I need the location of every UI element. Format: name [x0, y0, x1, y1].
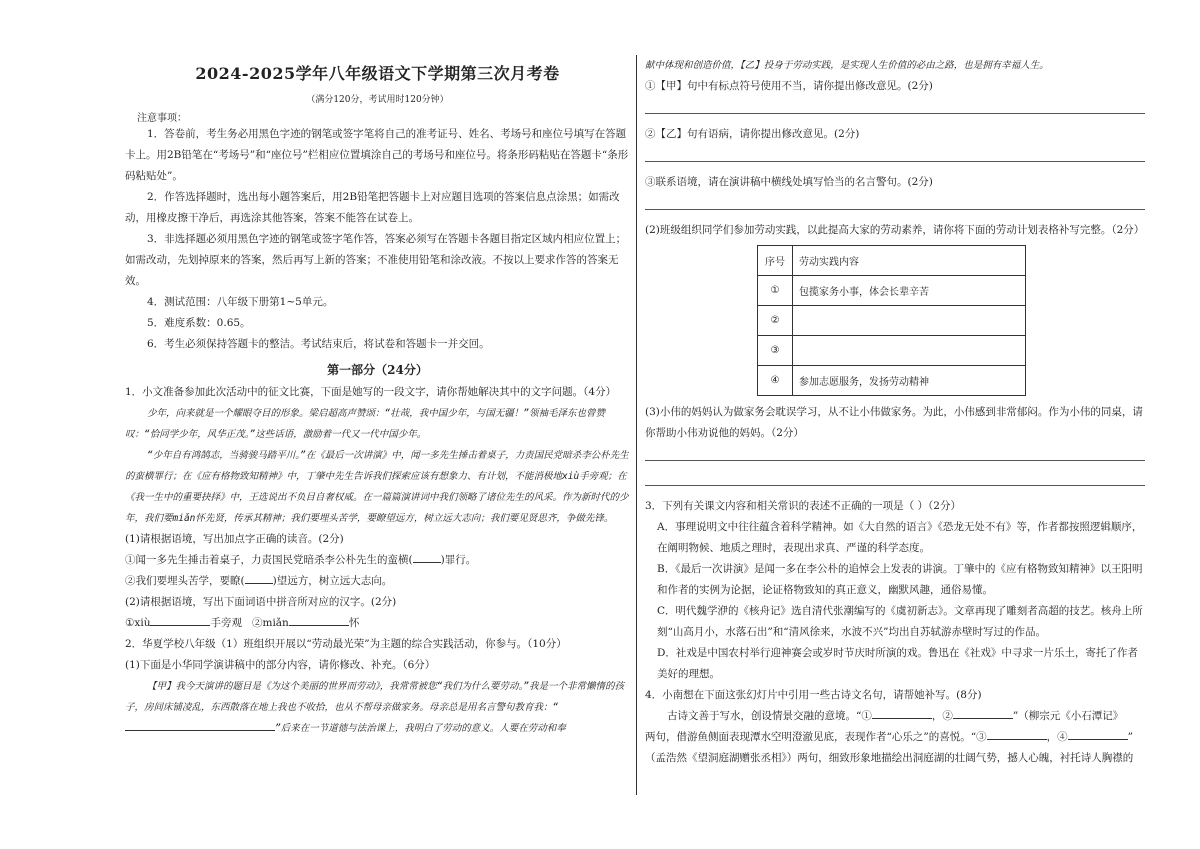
- q4-line1-end: ”（柳宗元《小石潭记》: [1012, 710, 1124, 722]
- q4-line1-text: 古诗文善于写水，创设情景交融的意境。“①: [667, 710, 872, 722]
- q4-line2-text: 两句，借游鱼侧面表现潭水空明澄澈见底，表现作者“心乐之”的喜悦。“③: [645, 731, 987, 743]
- q4-line-3: （孟浩然《望洞庭湖赠张丞相》）两句，细致形象地描绘出洞庭湖的壮阔气势，撼人心魄，衬托诗人胸襟的: [645, 752, 1134, 764]
- q3-option-d[interactable]: D．社戏是中国农村举行迎神赛会或岁时节庆时所演的戏。鲁迅在《社戏》中寻求一片乐土，寄托了作者美好的理想。: [657, 647, 1138, 680]
- q4-stem: 4．小南想在下面这张幻灯片中引用一些古诗文名句，请帮她补写。(8分): [645, 689, 982, 701]
- q1-sub1-a-text: ①闻一多先生捶击着桌子，力责国民党暗杀李公朴先生的蛮横(: [125, 554, 413, 566]
- q4-line-1: [645, 706, 1145, 727]
- q1-sub1-b-text: ②我们要埋头苦学，要瞭(: [125, 575, 245, 587]
- q1-sub1-b-answer[interactable]: [245, 571, 273, 584]
- left-column: [125, 55, 630, 739]
- q4-line2-mid: ，④: [1046, 731, 1068, 743]
- table-header-num: 序号: [758, 246, 793, 276]
- table-cell-num: ③: [758, 336, 793, 366]
- q1-sub2-a-end: 手旁观: [210, 617, 242, 629]
- part1-heading: 第一部分（24分）: [327, 363, 428, 377]
- q1-sub1-a-end: )罪行。: [440, 554, 477, 566]
- q2-r2: ②【乙】句有语病，请你提出修改意见。(2分): [645, 128, 860, 140]
- q2-passage-a: 【甲】我今天演讲的题目是《为这个美丽的世界而劳动》，我常常被您“我们为什么要劳动。”我是一个非常懒惰的孩子，房间床铺凌乱，东西散落在地上我也不收拾，也从不帮母亲做家务。母亲总是用名言警句教育我：“: [125, 681, 624, 713]
- notes-heading: 注意事项：: [137, 113, 187, 124]
- q4-line2-end: ”: [1127, 731, 1133, 743]
- note-item-2: 2．作答选择题时，选出每小题答案后，用2B铅笔把答题卡上对应题目选项的答案信息点涂黑；如需改动，用橡皮擦干净后，再选涂其他答案，答案不能答在试卷上。: [125, 191, 620, 224]
- q1-sub2-b-answer[interactable]: [289, 613, 349, 626]
- q1-sub2: (2)请根据语境，写出下面词语中拼音所对应的汉字。(2分): [125, 596, 397, 608]
- table-cell-num: ②: [758, 306, 793, 336]
- q3-option-a[interactable]: A．事理说明文中往往蕴含着科学精神。如《大自然的语言》《恐龙无处不有》等，作者都按照逻辑顺序，在阐明物候、地质之理时，表现出求真、严谨的科学态度。: [657, 521, 1143, 554]
- q4-line-2: [645, 727, 1145, 748]
- q2-r1-answer-line[interactable]: [645, 99, 1145, 114]
- q2-passage: [125, 676, 630, 739]
- q1-sub1: (1)请根据语境，写出加点字正确的读音。(2分): [125, 533, 344, 545]
- q1-passage-1: 少年，向来就是一个耀眼夺目的形象。梁启超高声赞颂：“壮哉，我中国少年，与国无疆！”领袖毛泽东也曾赞叹：“恰同学少年，风华正茂。”这些话语，激励着一代又一代中国少年。: [125, 408, 605, 440]
- q2-passage-continued: 献中体现和创造价值，【乙】投身于劳动实践，是实现人生价值的必由之路，也是拥有幸福人生。: [645, 60, 1049, 71]
- q1-sub2-a-label: ①xiù: [125, 617, 151, 629]
- column-divider: [636, 55, 637, 795]
- q4-blank-2[interactable]: [953, 706, 1013, 719]
- table-header-row: [758, 246, 1026, 276]
- table-cell-num: ①: [758, 276, 793, 306]
- table-row: [758, 276, 1026, 306]
- table-cell-answer[interactable]: [793, 306, 1026, 336]
- q2-quote-blank[interactable]: [125, 718, 275, 731]
- table-cell-answer[interactable]: [793, 336, 1026, 366]
- table-row: [758, 336, 1026, 366]
- q3-option-b[interactable]: B．《最后一次讲演》是闻一多在李公朴的追悼会上发表的讲演。丁肇中的《应有格物致知精神》以王阳明和作者的实例为论据，论证格物致知的真正意义，幽默风趣，通俗易懂。: [657, 563, 1143, 596]
- note-item-3: 3．非选择题必须用黑色字迹的钢笔或签字笔作答，答案必须写在答题卡各题目指定区域内相应位置上；如需改动，先划掉原来的答案，然后再写上新的答案；不准使用铅笔和涂改液。不按以上要求作答的答案无效。: [125, 233, 627, 287]
- note-item-6: 6．考生必须保持答题卡的整洁。考试结束后，将试卷和答题卡一并交回。: [147, 338, 490, 350]
- q1-sub2-a-answer[interactable]: [150, 613, 210, 626]
- q2-stem: 2．华夏学校八年级（1）班组织开展以“劳动最光荣”为主题的综合实践活动，你参与。（10分）: [125, 638, 567, 650]
- q2-sub2: (2)班级组织同学们参加劳动实践，以此提高大家的劳动素养，请你将下面的劳动计划表格补写完整。（2分）: [645, 224, 1145, 236]
- q4-blank-4[interactable]: [1068, 727, 1128, 740]
- q1-sub2-answers: [125, 613, 630, 634]
- q4-blank-3[interactable]: [987, 727, 1047, 740]
- q4-blank-1[interactable]: [872, 706, 932, 719]
- q1-sub2-b-end: 怀: [348, 617, 360, 629]
- q1-sub2-b-label: ②miǎn: [251, 617, 289, 629]
- q1-sub1-b-end: )望远方，树立远大志向。: [272, 575, 393, 587]
- q2-passage-b: ”后来在一节道德与法治课上，我明白了劳动的意义。人要在劳动和奉: [275, 723, 566, 734]
- q1-stem: 1．小文准备参加此次活动中的征文比赛，下面是她写的一段文字，请你帮她解决其中的文字问题。（4分）: [125, 386, 617, 398]
- table-cell-num: ④: [758, 366, 793, 396]
- table-cell-content: 包揽家务小事，体会长辈辛苦: [793, 276, 1026, 306]
- exam-subtitle: （满分120分，考试用时120分钟）: [306, 95, 449, 105]
- q1-passage-2: “少年自有鸿鹄志，当骑骏马踏平川。”在《最后一次讲演》中，闻一多先生捶击着桌子，力责国民党暗杀李公朴先生的蛮横罪行；在《应有格物致知精神》中，丁肇中先生告诉我们探索应该有想象力、有计划，不能消极地xiù手旁观；在《我一生中的重要抉择》中，王选说出不负目自奢权威。在一篇篇演讲词中我们领略了诸位先生的风采。作为新时代的少年，我们要miǎn怀先贤，传承其精神；我们要埋头苦学，要瞭望远方，树立远大志向；我们要见贤思齐，争做先锋。: [125, 450, 629, 524]
- q2-sub1: (1)下面是小华同学演讲稿中的部分内容，请你修改、补充。（6分）: [125, 659, 436, 671]
- q2-r1: ①【甲】句中有标点符号使用不当，请你提出修改意见。(2分): [645, 80, 933, 92]
- q1-sub1-a-answer[interactable]: [413, 550, 441, 563]
- q2-sub3: (3)小伟的妈妈认为做家务会耽误学习，从不让小伟做家务。为此，小伟感到非常郁闷。作为小伟的同桌，请你帮助小伟劝说他的妈妈。（2分）: [645, 406, 1143, 439]
- q3-option-c[interactable]: C．明代魏学洢的《核舟记》选自清代张潮编写的《虞初新志》。文章再现了雕刻者高超的技艺。核舟上所刻“山高月小，水落石出”和“清风徐来，水波不兴”均出自苏轼游赤壁时写过的作品。: [657, 605, 1143, 638]
- note-item-1: 1．答卷前，考生务必用黑色字迹的钢笔或签字笔将自己的准考证号、姓名、考场号和座位号填写在答题卡上。用2B铅笔在“考场号”和“座位号”栏相应位置填涂自己的考场号和座位号。将条形码粘贴在答题卡“条形码粘贴处”。: [125, 128, 629, 182]
- note-item-4: 4．测试范围：八年级下册第1~5单元。: [147, 296, 334, 308]
- right-column: [645, 55, 1145, 769]
- q2-r3: ③联系语境，请在演讲稿中横线处填写恰当的名言警句。(2分): [645, 176, 933, 188]
- q1-sub1-a: [125, 550, 630, 571]
- q1-sub1-b: [125, 571, 630, 592]
- q2-sub3-answer-line-2[interactable]: [645, 471, 1145, 486]
- labor-plan-table: [757, 245, 1026, 396]
- q2-r3-answer-line[interactable]: [645, 195, 1145, 210]
- note-item-5: 5．难度系数：0.65。: [147, 317, 251, 329]
- table-row: [758, 306, 1026, 336]
- q2-r2-answer-line[interactable]: [645, 147, 1145, 162]
- table-row: [758, 366, 1026, 396]
- table-header-content: 劳动实践内容: [793, 246, 1026, 276]
- q3-stem: 3．下列有关课文内容和相关常识的表述不正确的一项是（ ）（2分）: [645, 500, 961, 512]
- q4-line1-mid: ，②: [931, 710, 953, 722]
- exam-title: 2024-2025学年八年级语文下学期第三次月考卷: [195, 64, 560, 83]
- table-cell-content: 参加志愿服务，发扬劳动精神: [793, 366, 1026, 396]
- q2-sub3-answer-line-1[interactable]: [645, 446, 1145, 461]
